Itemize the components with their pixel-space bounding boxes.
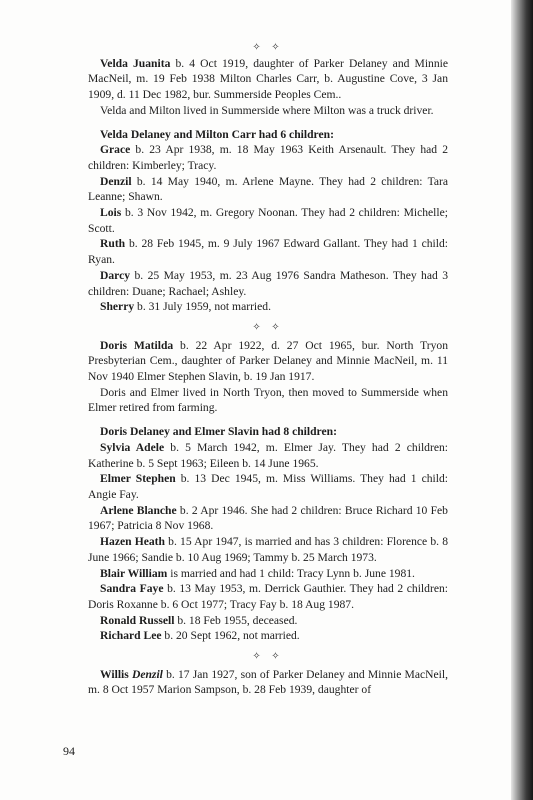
entry-name: Doris Matilda — [100, 338, 174, 352]
child-name: Richard Lee — [100, 629, 162, 643]
page-number: 94 — [63, 744, 75, 758]
children-heading: Doris Delaney and Elmer Slavin had 8 children: — [100, 425, 337, 439]
child-entry — [88, 268, 448, 299]
entry-willis — [88, 667, 448, 698]
child-entry — [88, 566, 448, 582]
child-text: b. 2 Apr 1946. She had 2 children: Bruce Richard 10 Feb 1967; Patricia 8 Nov 1968. — [88, 503, 448, 533]
child-name: Grace — [100, 143, 131, 157]
section-ornament: ✧ ✧ — [252, 651, 284, 663]
section-ornament: ✧ ✧ — [252, 321, 284, 333]
entry-text: b. 22 Apr 1922, d. 27 Oct 1965, bur. North Tryon Presbyterian Cem., daughter of Parker Delaney and Minnie MacNeil, m. 11 Nov 1940 Elmer Stephen Slavin, b. 19 Jan 1917. — [88, 338, 448, 384]
child-text: b. 18 Feb 1955, deceased. — [174, 613, 298, 627]
child-name: Ronald Russell — [100, 613, 175, 627]
child-text: is married and had 1 child: Tracy Lynn b. June 1981. — [167, 566, 415, 580]
page-edge-shadow — [511, 0, 533, 800]
child-name: Ruth — [100, 237, 126, 251]
child-text: b. 28 Feb 1945, m. 9 July 1967 Edward Gallant. They had 1 child: Ryan. — [88, 237, 448, 267]
entry-text: b. 17 Jan 1927, son of Parker Delaney and Minnie MacNeil, m. 8 Oct 1957 Marion Sampson, b. 28 Feb 1939, daughter of — [88, 667, 448, 697]
entry-name: Velda Juanita — [100, 56, 171, 70]
entry-name-italic: Denzil — [131, 667, 163, 681]
entry-doris — [88, 338, 448, 385]
child-entry — [88, 236, 448, 267]
children-heading: Velda Delaney and Milton Carr had 6 children: — [100, 127, 334, 141]
child-name: Sylvia Adele — [100, 440, 165, 454]
paragraph: Doris and Elmer lived in North Tryon, then moved to Summerside when Elmer retired from farming. — [88, 385, 448, 415]
child-name: Sherry — [100, 300, 135, 314]
entry-name: Willis — [100, 667, 129, 681]
child-entry — [88, 440, 448, 471]
child-entry — [88, 534, 448, 565]
child-entry — [88, 299, 448, 315]
child-name: Denzil — [100, 174, 132, 188]
page-text — [88, 40, 448, 698]
section-ornament: ✧ ✧ — [252, 42, 284, 53]
child-entry — [88, 205, 448, 236]
child-text: b. 5 March 1942, m. Elmer Jay. They had 2 children: Katherine b. 5 Sept 1963; Eileen b. 14 June 1965. — [88, 440, 448, 470]
child-entry — [88, 471, 448, 502]
child-text: b. 13 Dec 1945, m. Miss Williams. They had 1 child: Angie Fay. — [88, 472, 448, 501]
child-text: b. 23 Apr 1938, m. 18 May 1963 Keith Arsenault. They had 2 children: Kimberley; Tracy. — [88, 143, 448, 172]
child-text: b. 13 May 1953, m. Derrick Gauthier. They had 2 children: Doris Roxanne b. 6 Oct 1977; Tracy Fay b. 18 Aug 1987. — [88, 582, 448, 611]
child-text: b. 14 May 1940, m. Arlene Mayne. They had 2 children: Tara Leanne; Shawn. — [88, 174, 448, 204]
child-entry — [88, 503, 448, 534]
child-name: Arlene Blanche — [100, 503, 177, 517]
child-entry — [88, 174, 448, 205]
child-name: Hazen Heath — [100, 535, 165, 549]
entry-velda — [88, 56, 448, 103]
child-text: b. 25 May 1953, m. 23 Aug 1976 Sandra Matheson. They had 3 children: Duane; Rachael; Ashley. — [88, 268, 448, 298]
child-text: b. 3 Nov 1942, m. Gregory Noonan. They had 2 children: Michelle; Scott. — [88, 206, 448, 235]
child-name: Darcy — [100, 268, 131, 282]
child-name: Sandra Faye — [100, 582, 164, 596]
child-entry — [88, 613, 448, 629]
child-text: b. 20 Sept 1962, not married. — [161, 629, 300, 643]
child-entry — [88, 628, 448, 644]
child-text: b. 31 July 1959, not married. — [134, 300, 271, 314]
entry-text: b. 4 Oct 1919, daughter of Parker Delaney and Minnie MacNeil, m. 19 Feb 1938 Milton Charles Carr, b. Augustine Cove, 3 Jan 1909, d. 11 Dec 1982, bur. Summerside Peoples Cem.. — [88, 56, 448, 102]
child-name: Lois — [100, 206, 122, 220]
paragraph: Velda and Milton lived in Summerside where Milton was a truck driver. — [100, 103, 434, 117]
child-text: b. 15 Apr 1947, is married and has 3 children: Florence b. 8 June 1966; Sandie b. 10 Aug 1969; Tammy b. 25 March 1973. — [88, 535, 448, 564]
child-name: Blair William — [100, 566, 168, 580]
child-name: Elmer Stephen — [100, 472, 176, 486]
child-entry — [88, 581, 448, 612]
child-entry — [88, 142, 448, 173]
